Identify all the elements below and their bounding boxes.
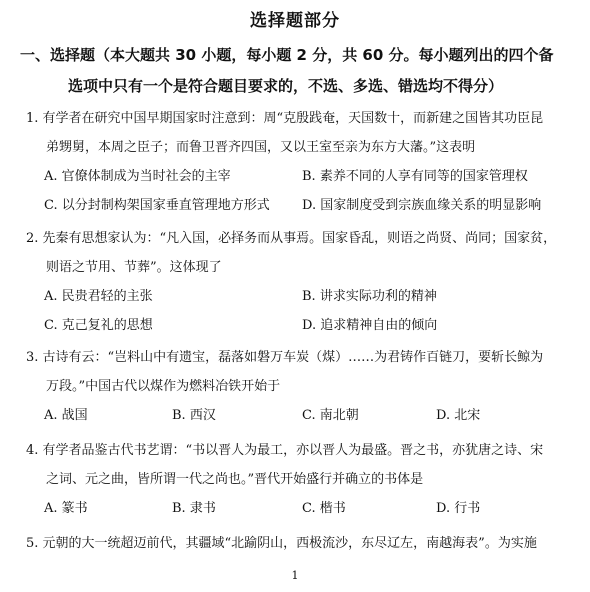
option-d: D. 国家制度受到宗族血缘关系的明显影响 (302, 198, 542, 213)
stem-line-1: 5. 元朝的大一统超迈前代，其疆域“北踰阴山，西极流沙，东尽辽左，南越海表”。为实施 (26, 536, 537, 551)
option-d: D. 追求精神自由的倾向 (302, 318, 438, 333)
section-heading (20, 40, 580, 102)
question-5 (26, 529, 574, 558)
page-title: 选择题部分 (250, 11, 340, 31)
option-c: C. 以分封制构架国家垂直管理地方形式 (44, 198, 270, 213)
stem-line-1: 1. 有学者在研究中国早期国家时注意到：周“克殷践奄，天国数十，而新建之国皆其功臣昆 (26, 111, 544, 126)
option-a: A. 战国 (44, 408, 88, 423)
option-d: D. 北宋 (436, 408, 481, 423)
stem-line-1: 3. 古诗有云：“岂料山中有遗宝，磊落如磐万车炭（煤）……为君铸作百链刀，要斩长鲸为 (26, 350, 544, 365)
option-c: C. 楷书 (302, 501, 346, 516)
option-b: B. 素养不同的人享有同等的国家管理权 (302, 169, 528, 184)
question-stem (26, 104, 574, 162)
option-b: B. 西汉 (172, 408, 216, 423)
question-stem (26, 224, 574, 282)
section-heading-line-1: 一、选择题（本大题共 30 小题，每小题 2 分，共 60 分。每小题列出的四个备 (20, 46, 554, 64)
option-b: B. 讲求实际功利的精神 (302, 289, 437, 304)
section-heading-line-2: 选项中只有一个是符合题目要求的，不选、多选、错选均不得分） (68, 77, 504, 95)
stem-line-1: 4. 有学者品鉴古代书艺谓：“书以晋人为最工，亦以晋人为最盛。晋之书，亦犹唐之诗、宋 (26, 443, 544, 458)
option-b: B. 隶书 (172, 501, 216, 516)
question-2 (26, 224, 574, 340)
option-a: A. 民贵君轻的主张 (44, 289, 153, 304)
question-4 (26, 436, 574, 523)
option-d: D. 行书 (436, 501, 481, 516)
stem-line-2: 之词、元之曲，皆所谓一代之尚也。”晋代开始盛行并确立的书体是 (46, 472, 424, 487)
question-stem (26, 529, 574, 558)
page-number: 1 (291, 569, 299, 582)
question-stem (26, 436, 574, 494)
stem-line-2: 弟甥舅，本周之臣子；而鲁卫晋齐四国，又以王室至亲为东方大藩。”这表明 (46, 140, 476, 155)
option-c: C. 南北朝 (302, 408, 359, 423)
stem-line-2: 则语之节用、节葬”。这体现了 (46, 260, 222, 275)
question-1 (26, 104, 574, 220)
question-stem (26, 343, 574, 401)
stem-line-1: 2. 先秦有思想家认为：“凡入国，必择务而从事焉。国家昏乱，则语之尚贤、尚同；国家贫， (26, 231, 557, 246)
option-c: C. 克己复礼的思想 (44, 318, 153, 333)
option-a: A. 官僚体制成为当时社会的主宰 (44, 169, 231, 184)
option-a: A. 篆书 (44, 501, 88, 516)
question-3 (26, 343, 574, 430)
stem-line-2: 万段。”中国古代以煤作为燃料冶铁开始于 (46, 379, 281, 394)
